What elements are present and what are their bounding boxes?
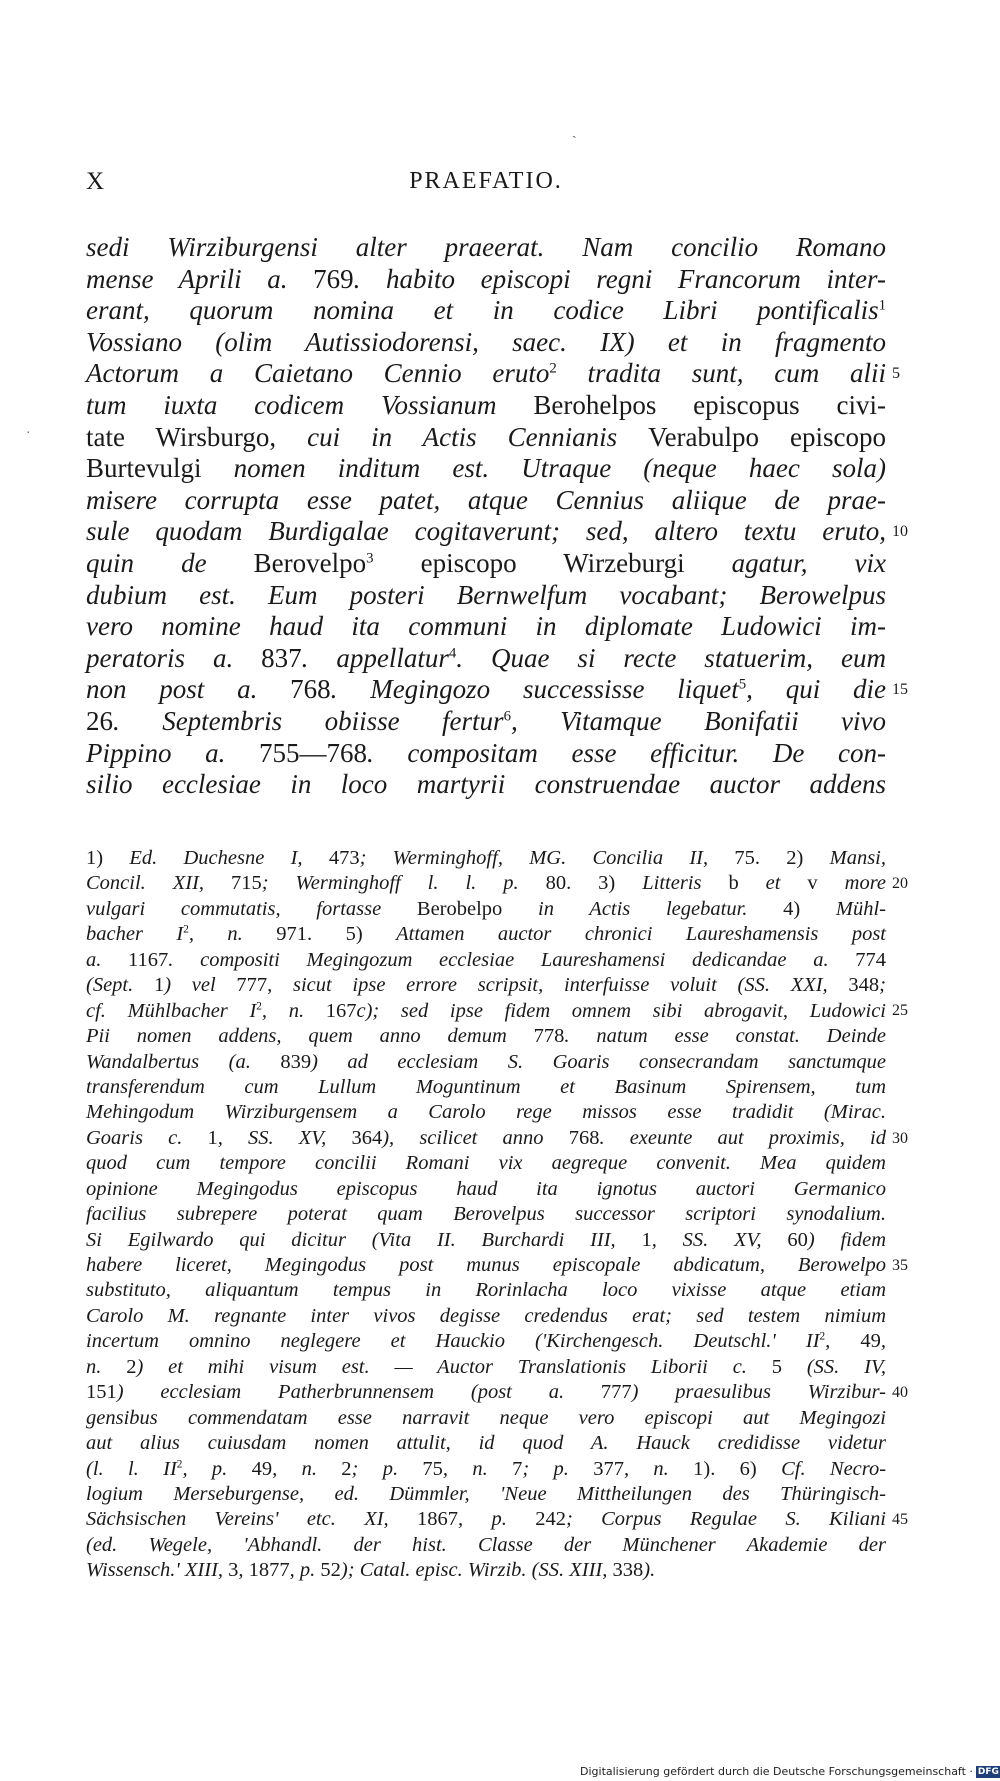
margin-line-number: 15 bbox=[892, 681, 908, 699]
text-run: 1 bbox=[641, 1228, 652, 1251]
text-run: ; Corpus Regulae S. Kiliani bbox=[565, 1508, 887, 1531]
text-run: episcopo Wirzeburgi bbox=[373, 547, 732, 578]
footnote-line bbox=[86, 1507, 886, 1532]
text-line bbox=[86, 327, 886, 359]
text-run: ), scilicet anno bbox=[382, 1126, 569, 1149]
text-run: tradita sunt, cum alii bbox=[556, 358, 886, 389]
text-run: 777 bbox=[236, 974, 268, 997]
text-run: tate Wirsburgo, bbox=[86, 421, 308, 452]
text-run: , p. bbox=[182, 1457, 252, 1480]
text-run: 839 bbox=[280, 1050, 312, 1073]
footnote-line bbox=[86, 1380, 886, 1405]
text-run: c); sed ipse fidem omnem sibi abrogavit, Ludowici bbox=[356, 999, 887, 1022]
text-run: (Sept. bbox=[86, 974, 154, 997]
text-run: 1 bbox=[693, 1457, 704, 1480]
text-run: nomen inditum est. Utraque (neque haec sola) bbox=[233, 453, 886, 484]
text-run: cui in Actis Cennianis bbox=[307, 421, 649, 452]
text-run: , n. bbox=[261, 999, 326, 1022]
margin-line-number: 10 bbox=[892, 523, 908, 541]
text-run: 242 bbox=[535, 1508, 566, 1531]
footnote-line bbox=[86, 1202, 886, 1227]
text-run: 75 bbox=[734, 847, 755, 869]
text-run: Pii nomen addens, quem anno demum bbox=[86, 1025, 534, 1048]
text-run: 971 bbox=[276, 923, 308, 946]
text-run: vulgari commutatis, fortasse bbox=[86, 897, 417, 920]
text-run: 80 bbox=[545, 872, 567, 895]
text-run: , SS. XV, bbox=[651, 1228, 788, 1251]
footnote-line bbox=[86, 1406, 886, 1431]
footnote-line bbox=[86, 1558, 886, 1583]
text-run: ) et mihi visum est. — Auctor Translationis Liborii c. bbox=[136, 1355, 772, 1378]
text-run: (ed. Wegele, 'Abhandl. der hist. Classe der Münchener Akademie der bbox=[86, 1533, 886, 1556]
margin-line-number: 45 bbox=[892, 1511, 908, 1529]
margin-line-number: 40 bbox=[892, 1384, 908, 1402]
footnote-line bbox=[86, 948, 886, 973]
text-line bbox=[86, 674, 886, 706]
text-run: substituto, aliquantum tempus in Rorinlacha loco vixisse atque etiam bbox=[86, 1279, 886, 1302]
text-run: ); Catal. episc. Wirzib. (SS. XIII, bbox=[340, 1559, 613, 1582]
text-run: 768 bbox=[568, 1126, 600, 1149]
text-run: Pippino a. bbox=[86, 737, 259, 768]
text-run: , n. bbox=[623, 1457, 694, 1480]
text-run: dubium est. Eum posteri Bernwelfum vocabant; Berowelpus bbox=[86, 579, 886, 610]
text-run: ) ad ecclesiam S. Goaris consecrandam sanctumque bbox=[311, 1050, 886, 1073]
text-run: . 2) bbox=[754, 847, 830, 869]
text-run: b bbox=[728, 872, 766, 895]
footnote-reference: 1 bbox=[878, 297, 886, 314]
text-run: 75 bbox=[422, 1457, 443, 1480]
text-run: peratoris a. bbox=[86, 642, 262, 673]
text-run: Litteris bbox=[642, 872, 729, 895]
text-run: 60 bbox=[787, 1228, 808, 1251]
margin-line-number: 30 bbox=[892, 1129, 908, 1147]
text-line bbox=[86, 643, 886, 675]
text-run: 1867 bbox=[417, 1508, 459, 1531]
text-run: , n. bbox=[188, 923, 277, 946]
line-number-margin bbox=[892, 0, 932, 1781]
text-run: 1 bbox=[153, 974, 165, 997]
text-run: quin de bbox=[86, 547, 254, 578]
text-run: ) ecclesiam Patherbrunnensem (post a. bbox=[116, 1381, 601, 1404]
text-line bbox=[86, 390, 886, 422]
page-number: X bbox=[86, 168, 106, 195]
text-line bbox=[86, 738, 886, 770]
text-run: opinione Megingodus episcopus haud ita ignotus auctori Germanico bbox=[86, 1177, 886, 1200]
text-line bbox=[86, 769, 886, 801]
text-run: . habito episcopi regni Francorum inter- bbox=[353, 263, 886, 294]
text-run: ; bbox=[879, 974, 886, 997]
text-run: Wandalbertus (a. bbox=[86, 1050, 281, 1073]
text-run: Cf. Necro- bbox=[781, 1457, 887, 1480]
footnote-reference: 3 bbox=[366, 550, 374, 567]
dfg-logo: DFG bbox=[977, 1767, 999, 1777]
text-run: , Vitamque Bonifatii vivo bbox=[510, 705, 886, 736]
text-run: 26 bbox=[86, 705, 113, 736]
credit-text: Digitalisierung gefördert durch die Deutsche Forschungsgemeinschaft · bbox=[580, 1765, 973, 1778]
text-run: 4) bbox=[747, 897, 836, 920]
text-line bbox=[86, 516, 886, 548]
text-run: vero nomine haud ita communi in diplomate Ludowici im- bbox=[86, 611, 886, 642]
footnote-line bbox=[86, 1457, 886, 1482]
text-run: silio ecclesiae in loco martyrii construendae auctor addens bbox=[86, 769, 886, 800]
text-line bbox=[86, 264, 886, 296]
page-header bbox=[86, 168, 886, 200]
text-run: (l. l. II bbox=[86, 1457, 177, 1480]
text-run: . compositi Megingozum ecclesiae Laureshamensi dedicandae a. bbox=[168, 948, 856, 971]
text-run: Berohelpos episcopus civi- bbox=[533, 389, 886, 420]
footnote-reference: 2 bbox=[549, 360, 557, 377]
text-run: 774 bbox=[855, 948, 886, 971]
footnote-line bbox=[86, 1253, 886, 1278]
text-run: 49 bbox=[251, 1457, 273, 1480]
text-run: Ed. Duchesne I, bbox=[129, 847, 329, 869]
margin-line-number: 25 bbox=[892, 1002, 908, 1020]
text-line bbox=[86, 358, 886, 390]
text-run: , bbox=[880, 1330, 886, 1353]
margin-line-number: 20 bbox=[892, 875, 908, 893]
footnote-line bbox=[86, 846, 886, 871]
text-run: aut alius cuiusdam nomen attulit, id quod A. Hauck credidisse videtur bbox=[86, 1432, 886, 1455]
text-run: . Septembris obiisse fertur bbox=[113, 705, 504, 736]
text-run: . 3) bbox=[566, 872, 643, 895]
footnote-line bbox=[86, 1278, 886, 1303]
footnote-reference: 4 bbox=[448, 645, 457, 662]
text-run: 1) bbox=[86, 847, 130, 869]
text-run: Actorum a Caietano Cennio eruto bbox=[86, 358, 550, 389]
text-run: sule quodam Burdigalae cogitaverunt; sed, altero textu eruto, bbox=[86, 516, 886, 547]
text-run: , bbox=[238, 1559, 249, 1582]
footnotes bbox=[86, 846, 886, 1584]
text-run: , n. bbox=[442, 1457, 513, 1480]
text-line bbox=[86, 422, 886, 454]
text-run: 338 bbox=[612, 1559, 644, 1582]
text-run: a. bbox=[86, 948, 129, 971]
text-run: non post a. bbox=[86, 674, 291, 705]
text-run: habere liceret, Megingodus post munus episcopale abdicatum, Berowelpo bbox=[86, 1254, 886, 1276]
footnote-line bbox=[86, 1304, 886, 1329]
text-run: Sächsischen Vereins' etc. XI, bbox=[86, 1508, 418, 1531]
footnote-line bbox=[86, 1431, 886, 1456]
text-run: 7 bbox=[512, 1457, 523, 1480]
stray-dot: · bbox=[26, 426, 31, 441]
text-run: et bbox=[765, 872, 808, 895]
text-run: ). 6) bbox=[703, 1457, 782, 1480]
text-run: . compositam esse efficitur. De con- bbox=[366, 737, 886, 768]
text-run: , sicut ipse errore scripsit, interfuisse voluit (SS. XXI, bbox=[267, 974, 849, 997]
text-line bbox=[86, 548, 886, 580]
footnote-reference: 2 bbox=[176, 1458, 183, 1471]
footnote-line bbox=[86, 1024, 886, 1049]
text-run: ; Werminghoff l. l. p. bbox=[261, 872, 546, 895]
text-run: bacher I bbox=[86, 923, 184, 946]
footnote-line bbox=[86, 1075, 886, 1100]
text-run: v bbox=[807, 872, 845, 895]
text-run: . appellatur bbox=[301, 642, 449, 673]
text-run: 715 bbox=[231, 872, 262, 895]
footnote-line bbox=[86, 1355, 886, 1380]
footnote-line bbox=[86, 922, 886, 947]
footnote-line bbox=[86, 1177, 886, 1202]
text-run: , p. bbox=[289, 1559, 321, 1582]
footnote-line bbox=[86, 897, 886, 922]
text-run: Goaris c. bbox=[86, 1126, 208, 1149]
text-run: Mehingodum Wirziburgensem a Carolo rege missos esse tradidit (Mirac. bbox=[86, 1101, 886, 1124]
text-run: 769 bbox=[313, 263, 354, 294]
text-run: Concil. XII, bbox=[86, 872, 232, 895]
text-run: 377 bbox=[593, 1457, 624, 1480]
text-run: ). bbox=[643, 1559, 656, 1582]
text-run: 364 bbox=[351, 1126, 383, 1149]
text-run: 777 bbox=[600, 1381, 632, 1404]
footnote-line bbox=[86, 1482, 886, 1507]
text-run: , n. bbox=[272, 1457, 342, 1480]
text-run: . Quae si recte statuerim, eum bbox=[456, 642, 886, 673]
footnote-reference: 5 bbox=[738, 676, 747, 693]
text-run: Berovelpo bbox=[253, 547, 367, 578]
footnote-line bbox=[86, 1126, 886, 1151]
text-run: Mühl- bbox=[835, 897, 886, 920]
text-run: 49 bbox=[860, 1330, 881, 1353]
footnote-line bbox=[86, 871, 886, 896]
text-run: more bbox=[844, 872, 887, 895]
text-run: 348 bbox=[848, 974, 880, 997]
text-run: Burtevulgi bbox=[86, 453, 234, 484]
main-text bbox=[86, 232, 886, 801]
text-run: Carolo M. regnante inter vivos degisse credendus erat; sed testem nimium bbox=[86, 1304, 886, 1327]
text-line bbox=[86, 453, 886, 485]
text-run: gensibus commendatam esse narravit neque vero episcopi aut Megingozi bbox=[86, 1406, 886, 1429]
text-run: 52 bbox=[320, 1559, 341, 1582]
text-line bbox=[86, 580, 886, 612]
text-line bbox=[86, 611, 886, 643]
text-run: 167 bbox=[325, 999, 357, 1022]
footnote-line bbox=[86, 999, 886, 1024]
text-run: Mansi, bbox=[829, 847, 886, 869]
text-run: Attamen auctor chronici Laureshamensis post bbox=[396, 923, 886, 946]
text-run: . exeunte aut proximis, id bbox=[599, 1126, 887, 1149]
text-run: quod cum tempore concilii Romani vix aegreque convenit. Mea quidem bbox=[86, 1152, 886, 1175]
text-run: misere corrupta esse patet, atque Cennius aliique de prae- bbox=[86, 484, 886, 515]
text-run: ) praesulibus Wirzibur- bbox=[631, 1381, 886, 1404]
text-run: 1877 bbox=[248, 1559, 290, 1582]
running-title: PRAEFATIO. bbox=[409, 168, 563, 194]
text-run: Vossiano (olim Autissiodorensi, saec. IX) et in fragmento bbox=[86, 326, 886, 357]
margin-line-number: 5 bbox=[892, 365, 900, 383]
text-run: sedi Wirziburgensi alter praeerat. Nam concilio Romano bbox=[86, 232, 886, 262]
text-run: 151 bbox=[86, 1381, 117, 1404]
text-run: , SS. XV, bbox=[217, 1126, 352, 1149]
footnote-line bbox=[86, 1151, 886, 1176]
text-line bbox=[86, 706, 886, 738]
text-run: 3 bbox=[228, 1559, 239, 1582]
text-run: , qui die bbox=[746, 674, 886, 705]
text-run: Si Egilwardo qui dicitur (Vita II. Burchardi III, bbox=[86, 1228, 642, 1251]
text-line bbox=[86, 295, 886, 327]
footnote-line bbox=[86, 1228, 886, 1253]
digitization-credit bbox=[580, 1763, 1000, 1781]
text-run: tum iuxta codicem Vossianum bbox=[86, 389, 534, 420]
text-run: 768 bbox=[290, 674, 331, 705]
text-run: Wissensch.' XIII, bbox=[86, 1559, 229, 1582]
text-run: ) vel bbox=[164, 974, 237, 997]
text-run: . natum esse constat. Deinde bbox=[564, 1025, 886, 1048]
text-line bbox=[86, 232, 886, 264]
text-run: 2 bbox=[126, 1355, 137, 1378]
text-run: n. bbox=[86, 1355, 127, 1378]
footnote-reference: 2 bbox=[183, 923, 189, 936]
footnote-line bbox=[86, 1050, 886, 1075]
text-run: 1 bbox=[207, 1126, 218, 1149]
text-run: 473 bbox=[328, 847, 360, 869]
text-run: ; p. bbox=[351, 1457, 423, 1480]
text-run: . Megingozo successisse liquet bbox=[330, 674, 739, 705]
text-run: erant, quorum nomina et in codice Libri pontificalis bbox=[86, 295, 879, 326]
text-run: 1167 bbox=[128, 948, 169, 971]
text-run: cf. Mühlbacher I bbox=[86, 999, 257, 1022]
footnote-reference: 2 bbox=[819, 1330, 826, 1343]
text-run: transferendum cum Lullum Moguntinum et Basinum Spirensem, tum bbox=[86, 1075, 886, 1098]
text-run: Verabulpo episcopo bbox=[648, 421, 886, 452]
text-run: 755—768 bbox=[258, 737, 367, 768]
text-run: ; p. bbox=[522, 1457, 594, 1480]
printer-mark: ˏ bbox=[572, 124, 577, 139]
footnote-line bbox=[86, 1329, 886, 1354]
text-line bbox=[86, 485, 886, 517]
text-run: . 5) bbox=[307, 923, 397, 946]
text-run: logium Merseburgense, ed. Dümmler, 'Neue Mittheilungen des Thüringisch- bbox=[86, 1482, 886, 1505]
footnote-reference: 6 bbox=[503, 708, 511, 725]
text-run: mense Aprili a. bbox=[86, 263, 314, 294]
footnote-line bbox=[86, 1100, 886, 1125]
footnote-reference: 2 bbox=[256, 1000, 262, 1013]
text-run: ; Werminghoff, MG. Concilia II, bbox=[359, 847, 735, 869]
text-run: 2 bbox=[341, 1457, 352, 1480]
footnote-line bbox=[86, 973, 886, 998]
footnote-line bbox=[86, 1533, 886, 1558]
text-run: ) fidem bbox=[807, 1228, 886, 1251]
text-run: (SS. IV, bbox=[782, 1355, 886, 1378]
text-run: 778 bbox=[533, 1025, 565, 1048]
text-run: agatur, vix bbox=[731, 547, 886, 578]
text-run: in Actis legebatur. bbox=[538, 897, 748, 920]
text-run: Berobelpo bbox=[416, 897, 539, 920]
margin-line-number: 35 bbox=[892, 1256, 908, 1274]
text-run: facilius subrepere poterat quam Berovelpus successor scriptori synodalium. bbox=[86, 1203, 886, 1226]
text-run: , p. bbox=[458, 1508, 536, 1531]
text-run: 837 bbox=[261, 642, 302, 673]
text-run: incertum omnino neglegere et Hauckio ('Kirchengesch. Deutschl.' II bbox=[86, 1330, 820, 1353]
text-run: , bbox=[825, 1330, 861, 1353]
text-run: 5 bbox=[771, 1355, 783, 1378]
